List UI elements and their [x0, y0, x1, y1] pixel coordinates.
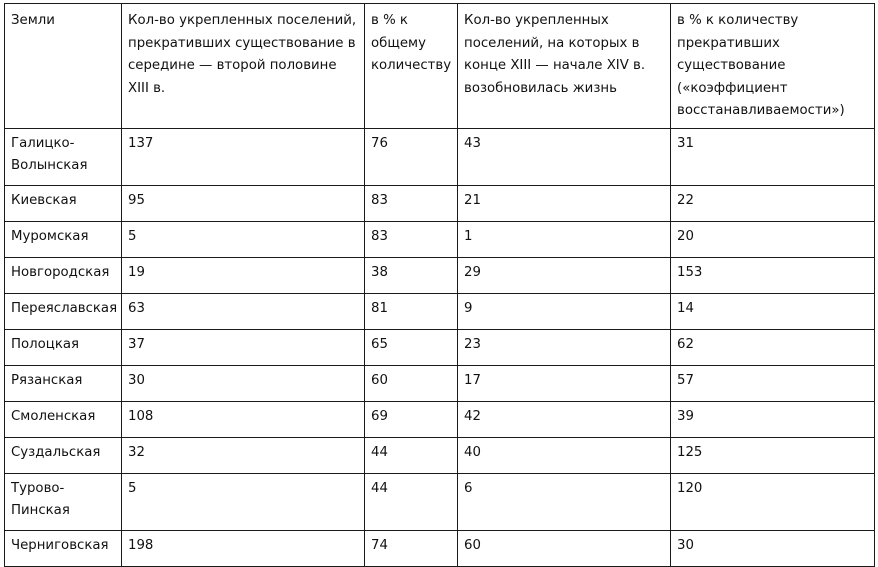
- ceased-count-cell: 32: [122, 437, 365, 473]
- percent-total-cell: 69: [365, 401, 458, 437]
- recovery-percent-cell: 153: [671, 257, 875, 293]
- land-name-cell: Переяславская: [5, 293, 122, 329]
- table-row: [5, 401, 875, 437]
- land-name-cell: Муромская: [5, 221, 122, 257]
- revived-count-cell: 42: [458, 401, 671, 437]
- recovery-percent-cell: 20: [671, 221, 875, 257]
- recovery-percent-cell: 14: [671, 293, 875, 329]
- land-name-cell: Киевская: [5, 185, 122, 221]
- table-row: [5, 185, 875, 221]
- revived-count-cell: 43: [458, 128, 671, 185]
- header-settlements-revived: Кол-во укрепленных поселений, на которых в конце XIII — начале XIV в. возобновилась жизнь: [458, 4, 671, 129]
- table-row: [5, 530, 875, 566]
- percent-total-cell: 44: [365, 437, 458, 473]
- ceased-count-cell: 95: [122, 185, 365, 221]
- header-percent-total: в % к общему количеству: [365, 4, 458, 129]
- revived-count-cell: 23: [458, 329, 671, 365]
- revived-count-cell: 40: [458, 437, 671, 473]
- header-recovery-coefficient: в % к количеству прекративших существование («коэффициент восстанавливаемости»): [671, 4, 875, 129]
- land-name-cell: Суздальская: [5, 437, 122, 473]
- revived-count-cell: 6: [458, 473, 671, 530]
- header-settlements-ceased: Кол-во укрепленных поселений, прекративших существование в середине — второй половине XIII в.: [122, 4, 365, 129]
- ceased-count-cell: 19: [122, 257, 365, 293]
- ceased-count-cell: 37: [122, 329, 365, 365]
- recovery-percent-cell: 30: [671, 530, 875, 566]
- revived-count-cell: 9: [458, 293, 671, 329]
- land-name-cell: Новгородская: [5, 257, 122, 293]
- ceased-count-cell: 63: [122, 293, 365, 329]
- table-row: [5, 128, 875, 185]
- percent-total-cell: 38: [365, 257, 458, 293]
- table-row: [5, 257, 875, 293]
- land-name-cell: Черниговская: [5, 530, 122, 566]
- ceased-count-cell: 5: [122, 473, 365, 530]
- percent-total-cell: 76: [365, 128, 458, 185]
- land-name-cell: Рязанская: [5, 365, 122, 401]
- land-name-cell: Смоленская: [5, 401, 122, 437]
- revived-count-cell: 60: [458, 530, 671, 566]
- land-name-cell: Галицко-Волынская: [5, 128, 122, 185]
- settlements-table: [4, 3, 875, 567]
- header-lands: Земли: [5, 4, 122, 129]
- revived-count-cell: 29: [458, 257, 671, 293]
- recovery-percent-cell: 125: [671, 437, 875, 473]
- percent-total-cell: 44: [365, 473, 458, 530]
- percent-total-cell: 74: [365, 530, 458, 566]
- ceased-count-cell: 30: [122, 365, 365, 401]
- table-row: [5, 293, 875, 329]
- ceased-count-cell: 5: [122, 221, 365, 257]
- ceased-count-cell: 137: [122, 128, 365, 185]
- land-name-cell: Турово-Пинская: [5, 473, 122, 530]
- recovery-percent-cell: 22: [671, 185, 875, 221]
- table-row: [5, 329, 875, 365]
- table-row: [5, 437, 875, 473]
- percent-total-cell: 81: [365, 293, 458, 329]
- recovery-percent-cell: 31: [671, 128, 875, 185]
- recovery-percent-cell: 62: [671, 329, 875, 365]
- table-row: [5, 221, 875, 257]
- recovery-percent-cell: 120: [671, 473, 875, 530]
- revived-count-cell: 17: [458, 365, 671, 401]
- ceased-count-cell: 198: [122, 530, 365, 566]
- percent-total-cell: 60: [365, 365, 458, 401]
- percent-total-cell: 83: [365, 185, 458, 221]
- recovery-percent-cell: 39: [671, 401, 875, 437]
- recovery-percent-cell: 57: [671, 365, 875, 401]
- percent-total-cell: 65: [365, 329, 458, 365]
- header-row: [5, 4, 875, 129]
- table-row: [5, 365, 875, 401]
- land-name-cell: Полоцкая: [5, 329, 122, 365]
- percent-total-cell: 83: [365, 221, 458, 257]
- revived-count-cell: 21: [458, 185, 671, 221]
- revived-count-cell: 1: [458, 221, 671, 257]
- table-row: [5, 473, 875, 530]
- ceased-count-cell: 108: [122, 401, 365, 437]
